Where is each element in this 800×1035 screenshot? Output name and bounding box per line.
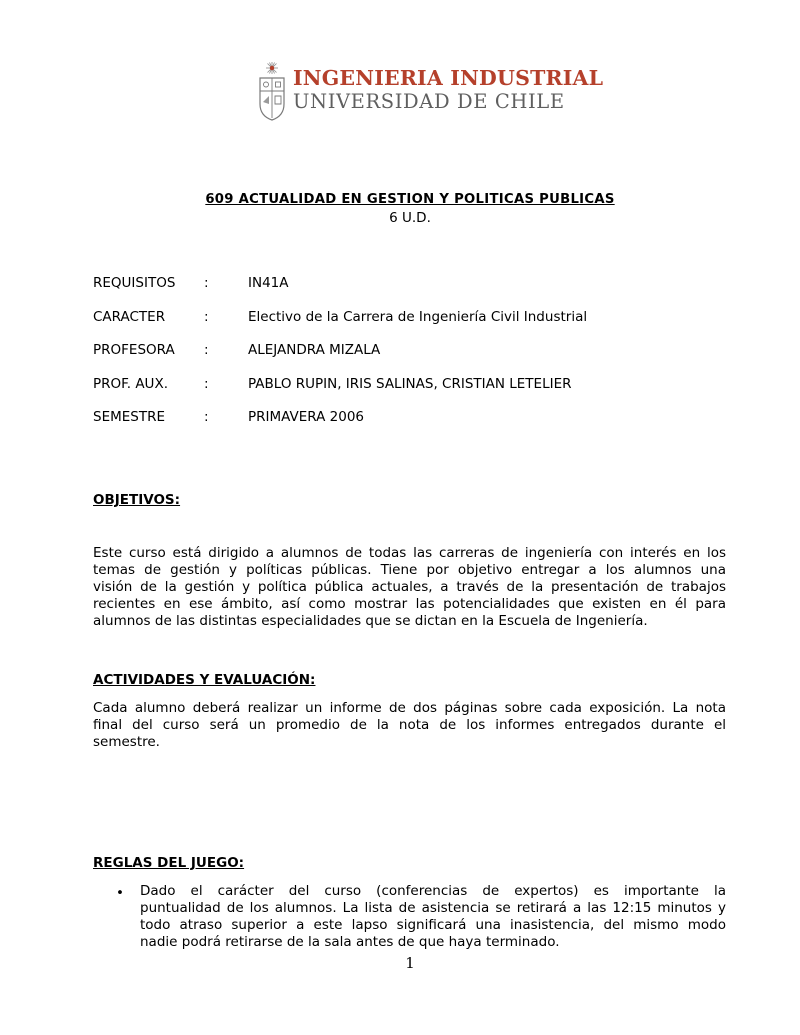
paragraph-line: recientes en ese ámbito, así como mostrar las potencialidades que existen en él para bbox=[93, 596, 726, 612]
paragraph-line: todo atraso superior a este lapso significará una inasistencia, del mismo modo bbox=[140, 917, 726, 933]
info-value: ALEJANDRA MIZALA bbox=[248, 342, 381, 358]
info-label: PROFESORA bbox=[93, 342, 175, 358]
info-label: REQUISITOS bbox=[93, 275, 176, 291]
paragraph-line: alumnos de las distintas especialidades que se dictan en la Escuela de Ingeniería. bbox=[93, 613, 648, 629]
university-logo bbox=[257, 60, 604, 122]
info-separator: : bbox=[204, 309, 209, 325]
paragraph-line: puntualidad de los alumnos. La lista de asistencia se retirará a las 12:15 minutos y bbox=[140, 900, 726, 916]
paragraph-line: nadie podrá retirarse de la sala antes de que haya terminado. bbox=[140, 934, 560, 950]
info-separator: : bbox=[204, 342, 209, 358]
info-value: PRIMAVERA 2006 bbox=[248, 409, 365, 425]
info-separator: : bbox=[204, 409, 209, 425]
info-label: CARACTER bbox=[93, 309, 166, 325]
actividades-paragraph bbox=[93, 700, 726, 751]
paragraph-line: Dado el carácter del curso (conferencias de expertos) es importante la bbox=[140, 883, 726, 899]
objetivos-paragraph bbox=[93, 545, 726, 630]
paragraph-line: Este curso está dirigido a alumnos de todas las carreras de ingeniería con interés en los bbox=[93, 545, 726, 561]
logo-subtitle: UNIVERSIDAD DE CHILE bbox=[293, 90, 565, 113]
bullet-icon: • bbox=[116, 885, 124, 901]
objetivos-heading: OBJETIVOS: bbox=[93, 492, 181, 508]
actividades-heading: ACTIVIDADES Y EVALUACIÓN: bbox=[93, 672, 316, 688]
course-title: 609 ACTUALIDAD EN GESTION Y POLITICAS PUBLICAS bbox=[205, 192, 615, 207]
info-label: SEMESTRE bbox=[93, 409, 166, 425]
paragraph-line: Cada alumno deberá realizar un informe de dos páginas sobre cada exposición. La nota bbox=[93, 700, 726, 716]
paragraph-line: visión de la gestión y política pública actuales, a través de la presentación de trabajos bbox=[93, 579, 726, 595]
paragraph-line: temas de gestión y políticas públicas. Tiene por objetivo entregar a los alumnos una bbox=[93, 562, 726, 578]
page-number: 1 bbox=[405, 954, 415, 972]
info-separator: : bbox=[204, 376, 209, 392]
info-separator: : bbox=[204, 275, 209, 291]
info-value: PABLO RUPIN, IRIS SALINAS, CRISTIAN LETELIER bbox=[248, 376, 572, 392]
course-units: 6 U.D. bbox=[389, 210, 431, 226]
info-label: PROF. AUX. bbox=[93, 376, 168, 392]
info-value: Electivo de la Carrera de Ingeniería Civil Industrial bbox=[248, 309, 588, 325]
info-value: IN41A bbox=[248, 275, 289, 291]
university-crest-icon bbox=[257, 60, 287, 122]
logo-title: INGENIERIA INDUSTRIAL bbox=[293, 66, 604, 90]
reglas-bullet-text bbox=[140, 883, 726, 951]
paragraph-line: final del curso será un promedio de la nota de los informes entregados durante el bbox=[93, 717, 726, 733]
paragraph-line: semestre. bbox=[93, 734, 160, 750]
reglas-heading: REGLAS DEL JUEGO: bbox=[93, 855, 245, 871]
